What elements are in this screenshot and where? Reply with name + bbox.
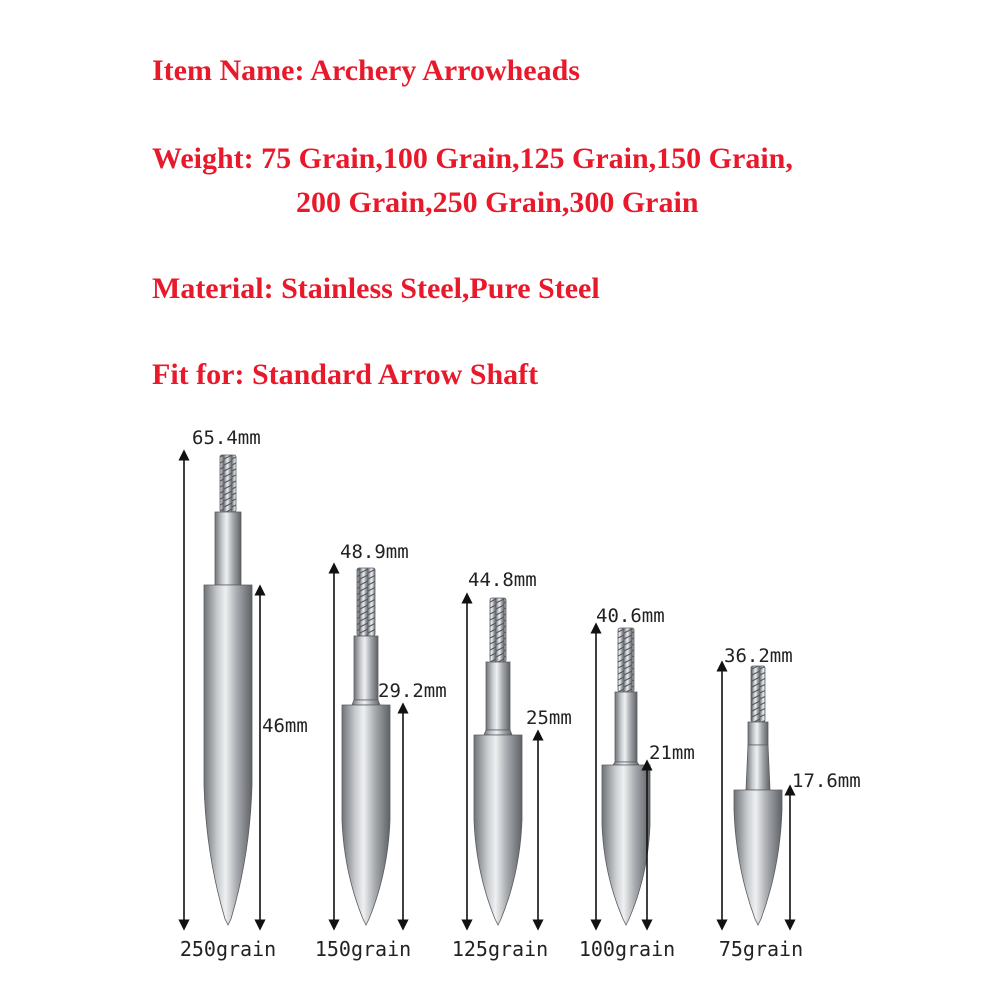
total-length-label: 65.4mm (192, 427, 261, 449)
point-body (342, 705, 390, 925)
threaded-stud (618, 628, 634, 692)
arrowhead-125grain (452, 569, 572, 961)
grain-label: 75grain (718, 937, 804, 961)
total-length-label: 48.9mm (340, 541, 409, 563)
material-line (152, 272, 600, 306)
total-length-label: 36.2mm (724, 645, 793, 667)
fit-text: Fit for: Standard Arrow Shaft (152, 358, 539, 391)
shoulder (748, 722, 768, 745)
threaded-stud (490, 598, 506, 662)
shoulder (615, 692, 637, 762)
head-length-label: 25mm (526, 707, 572, 729)
threaded-stud (357, 568, 375, 636)
fit-line (152, 358, 538, 392)
head-length-label: 29.2mm (378, 680, 447, 702)
point-body (204, 585, 252, 925)
total-length-label: 40.6mm (596, 605, 665, 627)
threaded-stud (220, 455, 236, 512)
point-body (734, 790, 782, 925)
neck (613, 762, 639, 765)
threaded-stud (751, 666, 765, 722)
neck (484, 730, 512, 735)
head-length-label: 21mm (649, 742, 695, 764)
grain-label: 100grain (578, 937, 676, 961)
arrowhead-100grain (579, 605, 695, 961)
grain-label: 125grain (451, 937, 549, 961)
weight-values-line1: 75 Grain,100 Grain,125 Grain,150 Grain, (261, 142, 793, 175)
shoulder (215, 512, 241, 585)
neck (746, 745, 770, 790)
material-text: Material: Stainless Steel,Pure Steel (152, 272, 600, 305)
total-length-label: 44.8mm (468, 569, 537, 591)
point-body (474, 735, 522, 925)
arrowhead-150grain (315, 541, 447, 961)
item-name-line (152, 54, 580, 88)
shoulder (486, 662, 510, 730)
weight-block (152, 142, 793, 220)
weight-values-line2: 200 Grain,250 Grain,300 Grain (296, 186, 699, 219)
head-length-label: 46mm (262, 715, 308, 737)
head-length-label: 17.6mm (792, 770, 861, 792)
neck (352, 700, 380, 705)
item-name-text: Item Name: Archery Arrowheads (152, 54, 580, 87)
grain-label: 150grain (314, 937, 412, 961)
shoulder (354, 636, 378, 700)
grain-label: 250grain (179, 937, 277, 961)
point-body (602, 765, 650, 925)
arrowheads-figure (0, 400, 1000, 1000)
arrowhead-250grain (180, 427, 308, 961)
weight-label: Weight: (152, 142, 262, 175)
arrowhead-75grain (719, 645, 861, 961)
